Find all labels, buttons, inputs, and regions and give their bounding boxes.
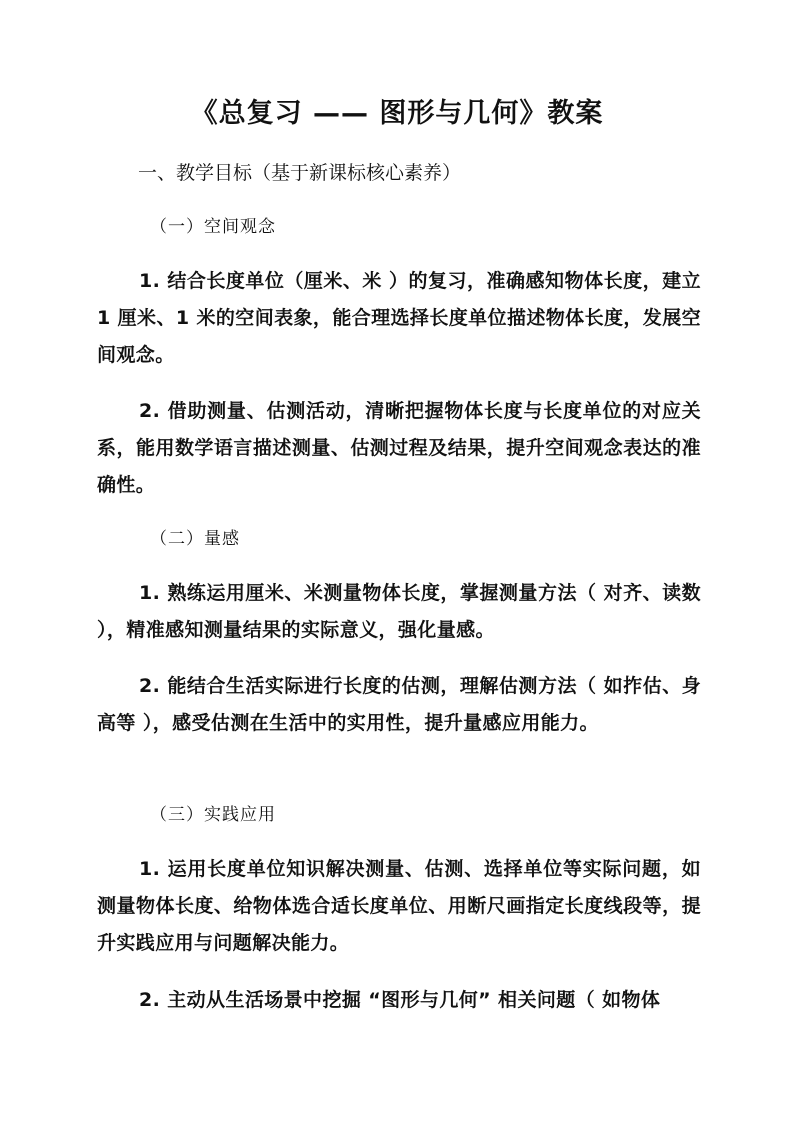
paragraph-quantity-1: 1. 熟练运用厘米、米测量物体长度，掌握测量方法（ 对齐、读数 ），精准感知测量结果的实际意义，强化量感。 xyxy=(97,582,701,641)
sub-heading-spatial-concept: （一）空间观念 xyxy=(150,217,276,237)
paragraph-quantity-2: 2. 能结合生活实际进行长度的估测，理解估测方法（ 如拃估、身高等 ），感受估测在生活中的实用性，提升量感应用能力。 xyxy=(97,675,701,734)
paragraph-spatial-1: 1. 结合长度单位（厘米、米 ）的复习，准确感知物体长度，建立 1 厘米、1 米的空间表象，能合理选择长度单位描述物体长度，发展空间观念。 xyxy=(97,270,701,366)
paragraph-practice-2: 2. 主动从生活场景中挖掘 “图形与几何” 相关问题（ 如物体 xyxy=(139,989,661,1011)
sub-heading-practice: （三）实践应用 xyxy=(150,805,276,825)
sub-heading-quantity-sense: （二）量感 xyxy=(150,529,240,549)
paragraph-practice-1: 1. 运用长度单位知识解决测量、估测、选择单位等实际问题，如测量物体长度、给物体选合适长度单位、用断尺画指定长度线段等，提升实践应用与问题解决能力。 xyxy=(97,858,701,954)
paragraph-spatial-2: 2. 借助测量、估测活动，清晰把握物体长度与长度单位的对应关系，能用数学语言描述测量、估测过程及结果，提升空间观念表达的准确性。 xyxy=(97,400,701,496)
section-heading-teaching-goals: 一、教学目标（基于新课标核心素养） xyxy=(138,162,462,184)
document-title: 《总复习 —— 图形与几何》教案 xyxy=(190,98,604,129)
